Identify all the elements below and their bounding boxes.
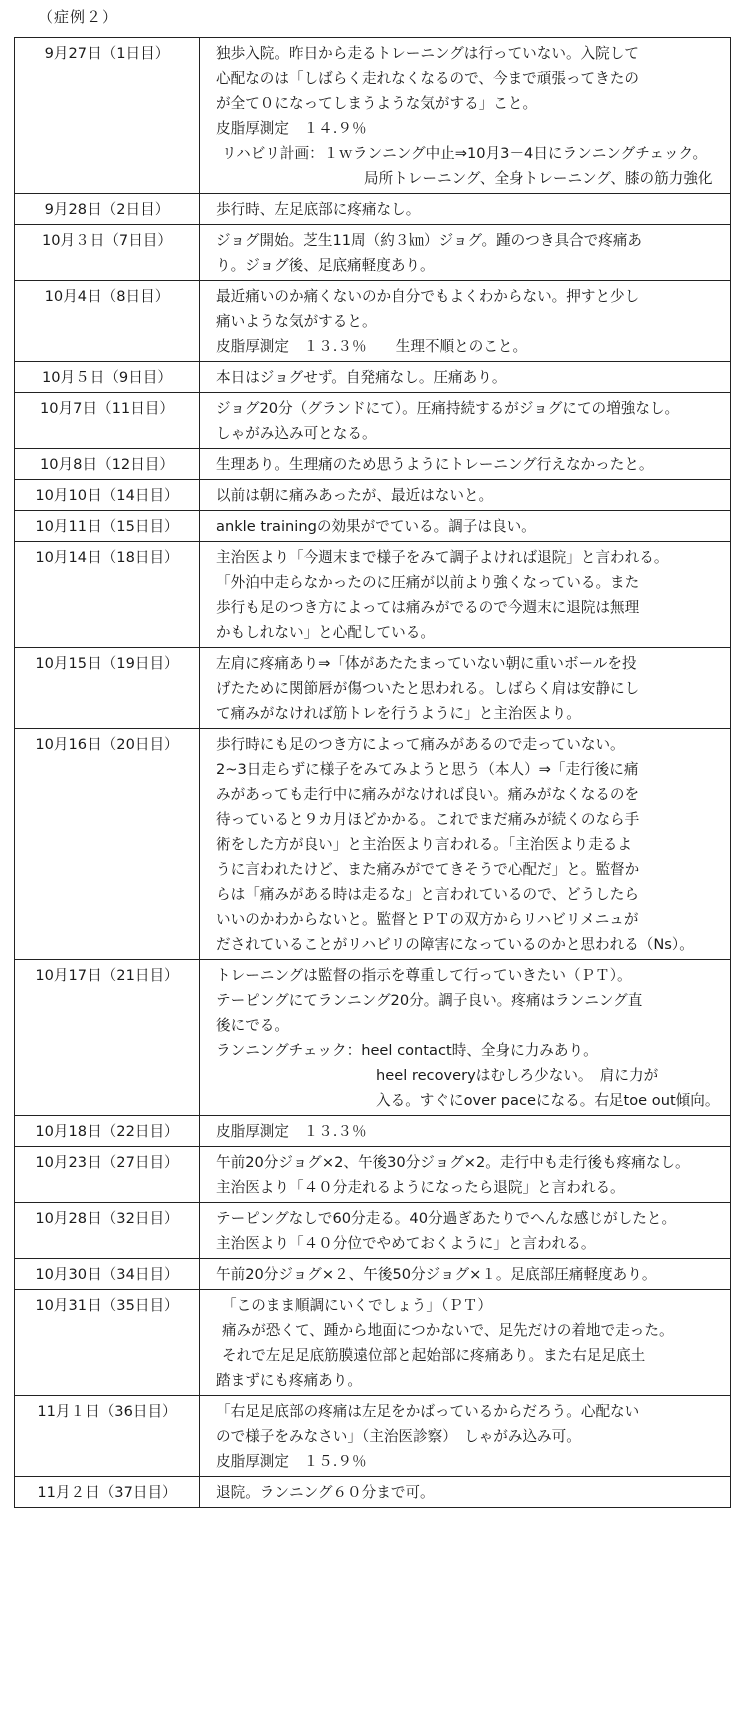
date-cell: 10月14日（18日目） <box>15 542 200 648</box>
note-line: 主治医より「４０分走れるようになったら退院」と言われる。 <box>216 1179 625 1196</box>
note-line: しゃがみ込み可となる。 <box>216 425 377 442</box>
note-line: 午前20分ジョグ×2、午後30分ジョグ×2。走行中も走行後も疼痛なし。 <box>216 1154 690 1171</box>
table-row <box>15 960 731 1116</box>
note-line: り。ジョグ後、足底痛軽度あり。 <box>216 257 435 274</box>
note-line: テーピングなしで60分走る。40分過ぎあたりでへんな感じがしたと。 <box>216 1210 677 1227</box>
date-cell: 10月8日（12日目） <box>15 449 200 480</box>
date-cell: 10月23日（27日目） <box>15 1147 200 1203</box>
table-row <box>15 480 731 511</box>
note-line: 皮脂厚測定 １４.９％ <box>216 120 367 137</box>
note-line: heel recoveryはむしろ少ない。 肩に力が <box>376 1067 659 1084</box>
note-line: 待っていると９カ月ほどかかる。これでまだ痛みが続くのなら手 <box>216 811 640 828</box>
table-row <box>15 393 731 449</box>
note-line: 以前は朝に痛みあったが、最近はないと。 <box>216 487 494 504</box>
note-line: げたために関節唇が傷ついたと思われる。しばらく肩は安静にし <box>216 680 640 697</box>
table-row <box>15 1259 731 1290</box>
note-line: 主治医より「４０分位でやめておくように」と言われる。 <box>216 1235 596 1252</box>
date-cell: 10月31日（35日目） <box>15 1290 200 1396</box>
note-line: それで左足足底筋膜遠位部と起始部に疼痛あり。また右足足底土 <box>222 1347 646 1364</box>
table-row <box>15 1116 731 1147</box>
note-line: 皮脂厚測定 １３.３％ <box>216 1123 367 1140</box>
note-cell <box>200 1116 731 1147</box>
note-line: 入る。すぐにover paceになる。右足toe out傾向。 <box>376 1092 720 1109</box>
note-cell <box>200 1396 731 1477</box>
note-line: トレーニングは監督の指示を尊重して行っていきたい（ＰＴ）。 <box>216 967 632 984</box>
note-cell <box>200 194 731 225</box>
case-record-table <box>14 37 731 1508</box>
note-cell <box>200 960 731 1116</box>
note-line: 皮脂厚測定 １３.３％ 生理不順とのこと。 <box>216 338 528 355</box>
note-cell <box>200 729 731 960</box>
note-line: 2~3日走らずに様子をみてみようと思う（本人）⇒「走行後に痛 <box>216 761 639 778</box>
table-row <box>15 449 731 480</box>
date-cell: 10月10日（14日目） <box>15 480 200 511</box>
note-line: 本日はジョグせず。自発痛なし。圧痛あり。 <box>216 369 507 386</box>
note-line: リハビリ計画：１ｗランニング中止⇒10月3－4日にランニングチェック。 <box>222 145 708 162</box>
note-line: 「外泊中走らなかったのに圧痛が以前より強くなっている。また <box>216 574 640 591</box>
note-line: 「このまま順調にいくでしょう」（ＰＴ） <box>222 1297 492 1314</box>
date-cell: 9月28日（2日目） <box>15 194 200 225</box>
note-cell <box>200 38 731 194</box>
table-row <box>15 225 731 281</box>
date-cell: 10月18日（22日目） <box>15 1116 200 1147</box>
note-line: だされていることがリハビリの障害になっているのかと思われる（Ns）。 <box>216 936 694 953</box>
table-row <box>15 1203 731 1259</box>
note-line: 術をした方が良い」と主治医より言われる。「主治医より走るよ <box>216 836 632 853</box>
note-line: ジョグ20分（グランドにて）。圧痛持続するがジョグにての増強なし。 <box>216 400 680 417</box>
note-line: 歩行時にも足のつき方によって痛みがあるので走っていない。 <box>216 736 625 753</box>
date-cell: 10月３日（7日目） <box>15 225 200 281</box>
note-line: ジョグ開始。芝生11周（約３㎞）ジョグ。踵のつき具合で疼痛あ <box>216 232 643 249</box>
table-row <box>15 729 731 960</box>
note-line: ランニングチェック：heel contact時、全身に力みあり。 <box>216 1042 598 1059</box>
note-line: が全て０になってしまうような気がする」こと。 <box>216 95 538 112</box>
table-row <box>15 542 731 648</box>
case-heading: （症例２） <box>38 8 119 26</box>
note-cell <box>200 393 731 449</box>
note-line: 左肩に疼痛あり⇒「体があたたまっていない朝に重いボールを投 <box>216 655 637 672</box>
table-row <box>15 1396 731 1477</box>
table-row <box>15 194 731 225</box>
note-cell <box>200 511 731 542</box>
note-line: みがあっても走行中に痛みがなければ良い。痛みがなくなるのを <box>216 786 640 803</box>
date-cell: 10月17日（21日目） <box>15 960 200 1116</box>
note-cell <box>200 1259 731 1290</box>
note-line: 午前20分ジョグ×２、午後50分ジョグ×１。足底部圧痛軽度あり。 <box>216 1266 657 1283</box>
note-cell <box>200 362 731 393</box>
note-cell <box>200 225 731 281</box>
note-line: 最近痛いのか痛くないのか自分でもよくわからない。押すと少し <box>216 288 640 305</box>
table-row <box>15 511 731 542</box>
note-line: て痛みがなければ筋トレを行うように」と主治医より。 <box>216 705 581 722</box>
note-cell <box>200 542 731 648</box>
note-line: ankle trainingの効果がでている。調子は良い。 <box>216 518 536 535</box>
note-line: ので様子をみなさい」（主治医診察） しゃがみ込み可。 <box>216 1428 581 1445</box>
date-cell: 10月7日（11日目） <box>15 393 200 449</box>
note-line: 生理あり。生理痛のため思うようにトレーニング行えなかったと。 <box>216 456 654 473</box>
table-row <box>15 648 731 729</box>
note-line: 退院。ランニング６０分まで可。 <box>216 1484 435 1501</box>
table-row <box>15 1477 731 1508</box>
note-cell <box>200 449 731 480</box>
note-line: いいのかわからないと。監督とＰＴの双方からリハビリメニュが <box>216 911 639 928</box>
note-line: 後にでる。 <box>216 1017 289 1034</box>
note-line: 主治医より「今週末まで様子をみて調子よければ退院」と言われる。 <box>216 549 669 566</box>
date-cell: 10月30日（34日目） <box>15 1259 200 1290</box>
note-cell <box>200 1147 731 1203</box>
note-cell <box>200 1290 731 1396</box>
date-cell: 9月27日（1日目） <box>15 38 200 194</box>
note-cell <box>200 648 731 729</box>
date-cell: 10月５日（9日目） <box>15 362 200 393</box>
note-line: かもしれない」と心配している。 <box>216 624 435 641</box>
note-line: 局所トレーニング、全身トレーニング、膝の筋力強化 <box>364 170 713 187</box>
note-cell <box>200 480 731 511</box>
table-row <box>15 1290 731 1396</box>
date-cell: 10月15日（19日目） <box>15 648 200 729</box>
note-line: らは「痛みがある時は走るな」と言われているので、どうしたら <box>216 886 639 903</box>
note-line: 痛いような気がすると。 <box>216 313 377 330</box>
note-cell <box>200 1203 731 1259</box>
note-line: テーピングにてランニング20分。調子良い。疼痛はランニング直 <box>216 992 643 1009</box>
table-row <box>15 362 731 393</box>
note-line: 皮脂厚測定 １５.９％ <box>216 1453 367 1470</box>
note-cell <box>200 281 731 362</box>
case-record-rows <box>15 38 731 1508</box>
table-row <box>15 1147 731 1203</box>
note-line: 歩行時、左足底部に疼痛なし。 <box>216 201 421 218</box>
date-cell: 11月１日（36日目） <box>15 1396 200 1477</box>
note-cell <box>200 1477 731 1508</box>
note-line: 痛みが恐くて、踵から地面につかないで、足先だけの着地で走った。 <box>222 1322 674 1339</box>
note-line: 踏まずにも疼痛あり。 <box>216 1372 362 1389</box>
date-cell: 10月4日（8日目） <box>15 281 200 362</box>
table-row <box>15 38 731 194</box>
note-line: うに言われたけど、また痛みがでてきそうで心配だ」と。監督か <box>216 861 640 878</box>
note-line: 歩行も足のつき方によっては痛みがでるので今週末に退院は無理 <box>216 599 640 616</box>
date-cell: 10月11日（15日目） <box>15 511 200 542</box>
note-line: 心配なのは「しばらく走れなくなるので、今まで頑張ってきたの <box>216 70 639 87</box>
date-cell: 10月28日（32日目） <box>15 1203 200 1259</box>
date-cell: 10月16日（20日目） <box>15 729 200 960</box>
date-cell: 11月２日（37日目） <box>15 1477 200 1508</box>
table-row <box>15 281 731 362</box>
note-line: 独歩入院。昨日から走るトレーニングは行っていない。入院して <box>216 45 639 62</box>
note-line: 「右足足底部の疼痛は左足をかばっているからだろう。心配ない <box>216 1403 640 1420</box>
